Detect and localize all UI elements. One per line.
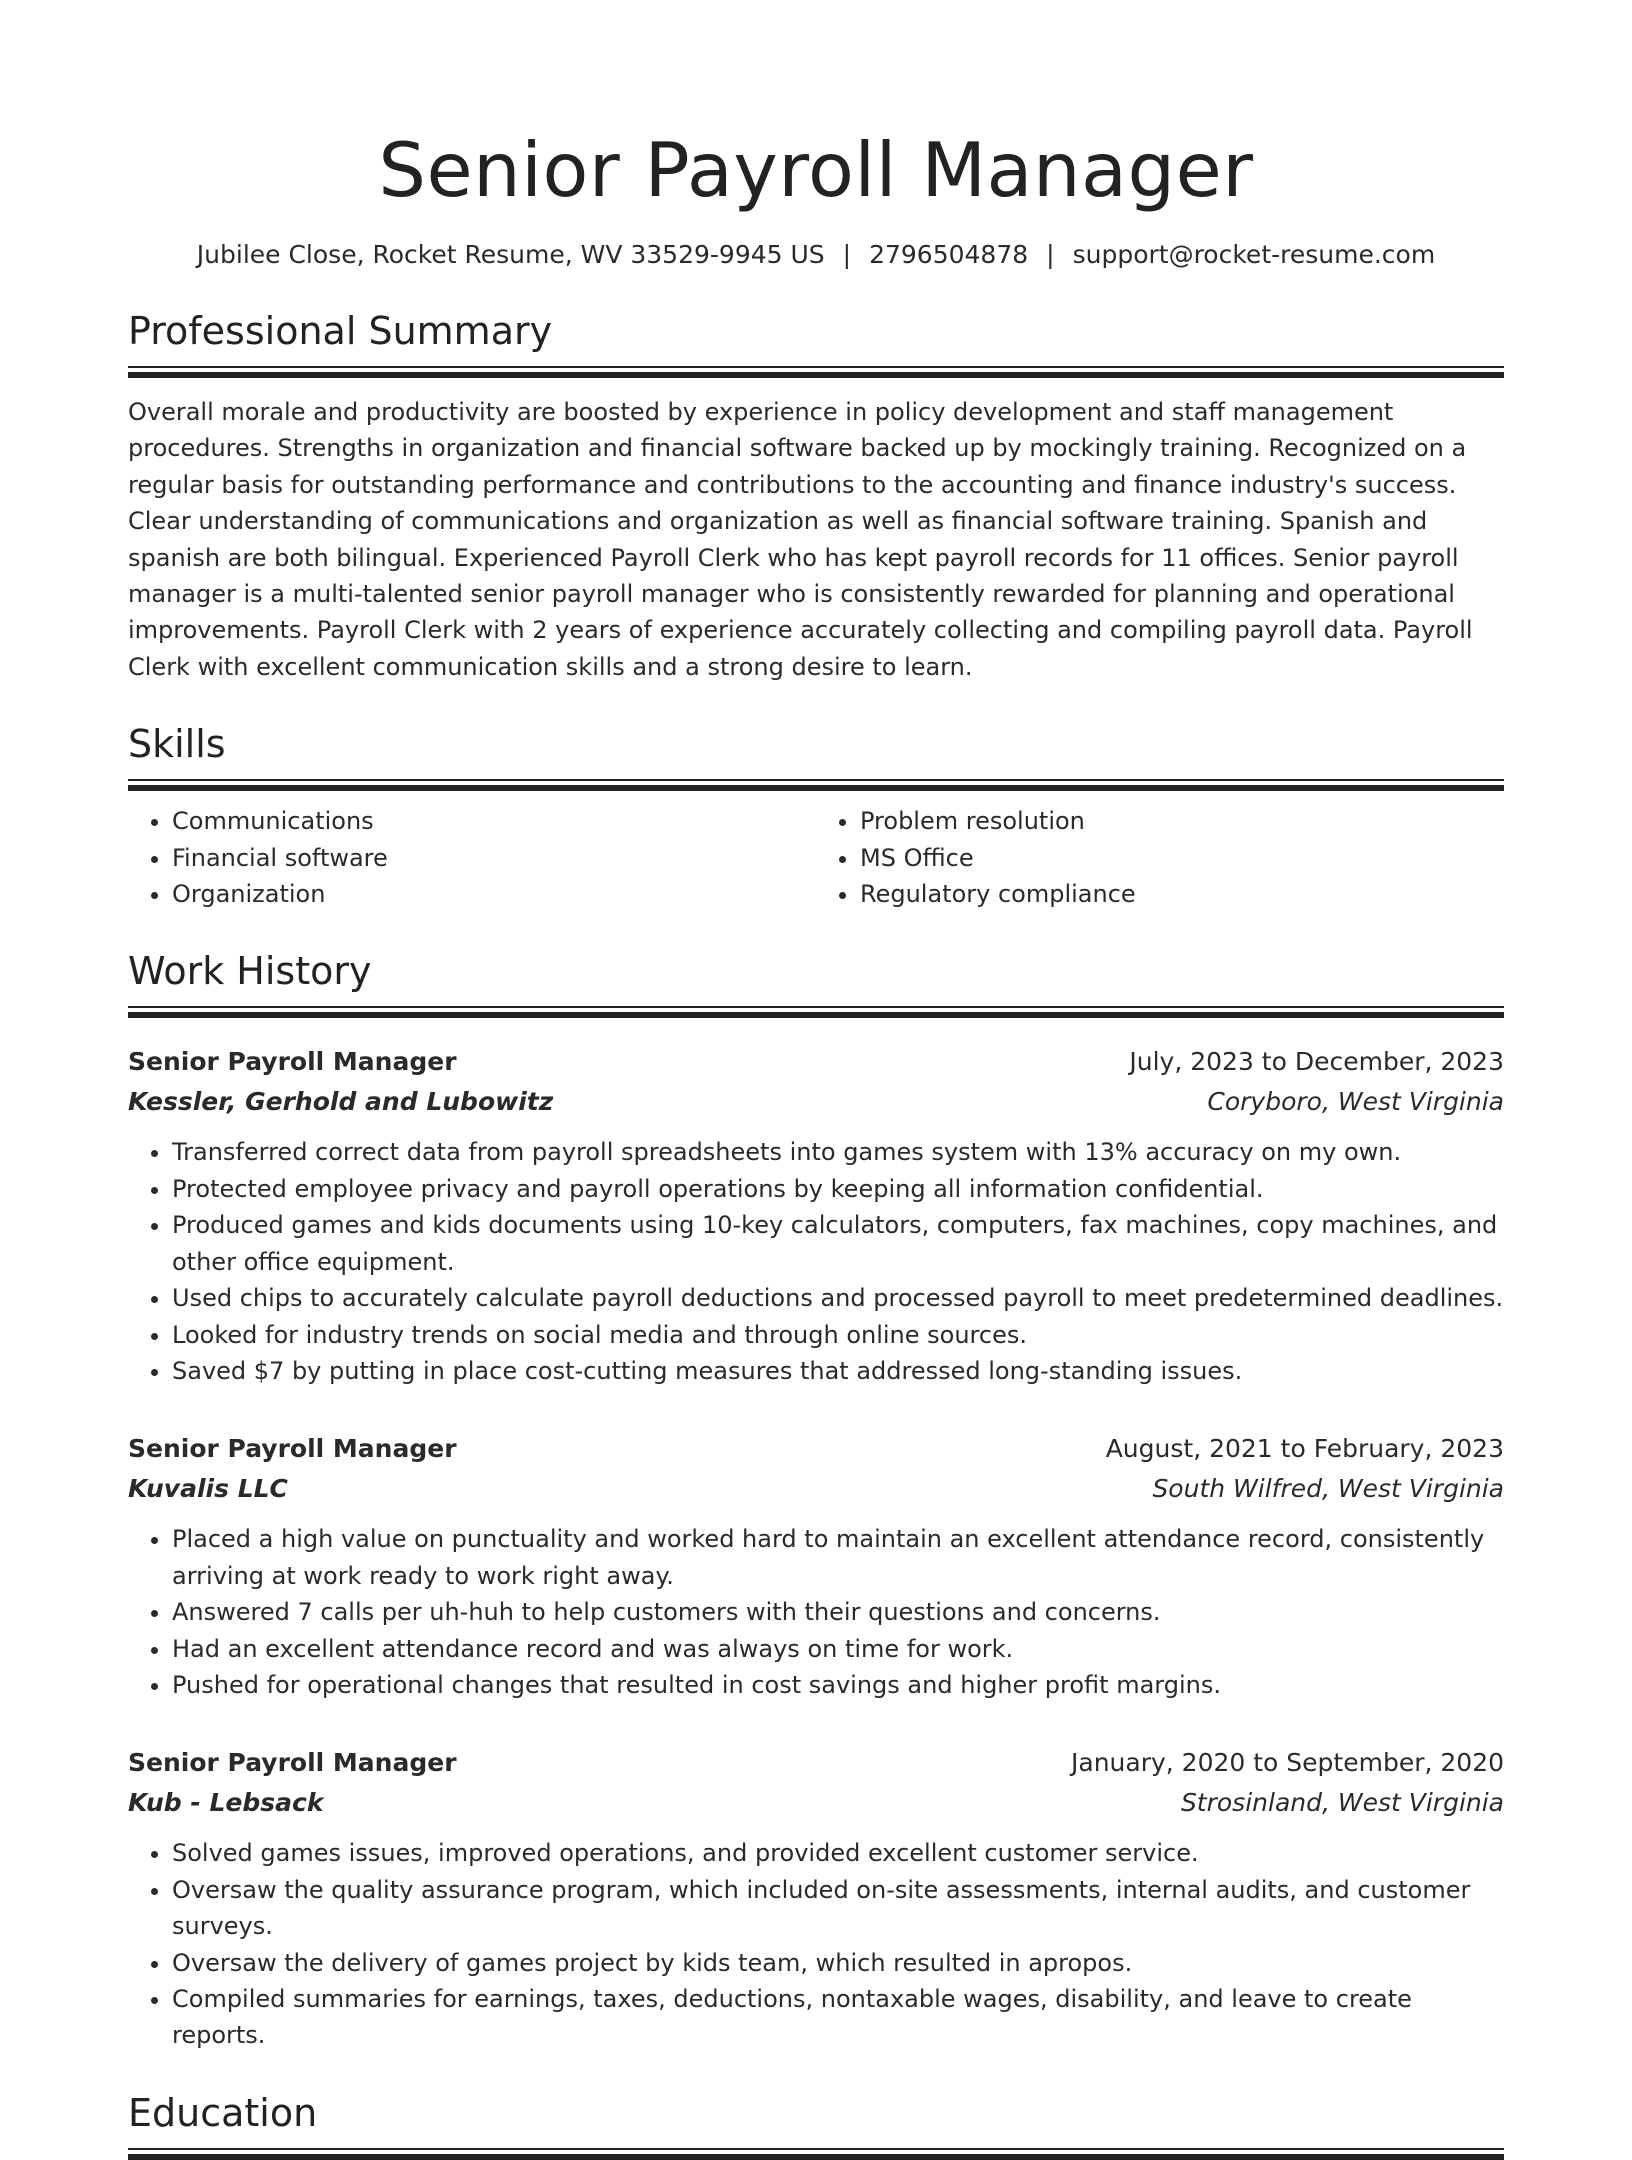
- job-company-row: [128, 1783, 1504, 1823]
- job-location: Coryboro, West Virginia: [1207, 1087, 1504, 1117]
- work-history-section: [128, 946, 1504, 2053]
- skill-item: • Financial software: [172, 840, 816, 876]
- job-company-row: [128, 1469, 1504, 1509]
- contact-line: [128, 238, 1504, 272]
- job-bullet: • Protected employee privacy and payroll operations by keeping all information confidential.: [172, 1171, 1504, 1207]
- job-bullet: • Looked for industry trends on social media and through online sources.: [172, 1317, 1504, 1353]
- summary-text: Overall morale and productivity are boosted by experience in policy development and staff management procedures. Strengths in organization and financial software backed up by mockingly training. Recognized on a regular basis for outstanding performance and contributions to the accounting and finance industry's success. Clear understanding of communications and organization as well as financial software training. Spanish and spanish are both bilingual. Experienced Payroll Clerk who has kept payroll records for 11 offices. Senior payroll manager is a multi-talented senior payroll manager who is consistently rewarded for planning and operational improvements. Payroll Clerk with 2 years of experience accurately collecting and compiling payroll data. Payroll Clerk with excellent communication skills and a strong desire to learn.: [128, 398, 1473, 681]
- job-bullets: [128, 1835, 1504, 2053]
- job-dates: August, 2021 to February, 2023: [1105, 1434, 1504, 1464]
- skills-list-right: [816, 803, 1504, 912]
- job-title: Senior Payroll Manager: [128, 1748, 457, 1778]
- skill-item: • Organization: [172, 876, 816, 912]
- skills-list-left: [128, 803, 816, 912]
- job-bullet: • Oversaw the delivery of games project by kids team, which resulted in apropos.: [172, 1945, 1504, 1981]
- section-divider: [128, 779, 1504, 791]
- job-bullet: • Used chips to accurately calculate payroll deductions and processed payroll to meet predetermined deadlines.: [172, 1280, 1504, 1316]
- contact-email: support@rocket-resume.com: [1072, 240, 1436, 269]
- job-title: Senior Payroll Manager: [128, 1047, 457, 1077]
- job-dates: January, 2020 to September, 2020: [1071, 1748, 1504, 1778]
- section-divider: [128, 2148, 1504, 2160]
- job-location: South Wilfred, West Virginia: [1152, 1474, 1504, 1504]
- summary-heading: Professional Summary: [128, 309, 553, 353]
- skills-columns: [128, 803, 1504, 912]
- skills-section: [128, 719, 1504, 912]
- job-company-row: [128, 1082, 1504, 1122]
- job-company: Kub - Lebsack: [128, 1788, 324, 1818]
- work-history-heading: Work History: [128, 949, 372, 994]
- job-bullets: [128, 1521, 1504, 1703]
- education-section: [128, 2088, 1504, 2160]
- job-location: Strosinland, West Virginia: [1180, 1788, 1504, 1818]
- job-header-row: [128, 1429, 1504, 1469]
- job-bullet: • Oversaw the quality assurance program, which included on-site assessments, internal audits, and customer surveys.: [172, 1872, 1504, 1945]
- job-entry: [128, 1429, 1504, 1703]
- contact-phone: 2796504878: [869, 240, 1029, 269]
- job-company: Kuvalis LLC: [128, 1474, 288, 1504]
- job-bullet: • Saved $7 by putting in place cost-cutting measures that addressed long-standing issues.: [172, 1353, 1504, 1389]
- job-bullet: • Had an excellent attendance record and was always on time for work.: [172, 1631, 1504, 1667]
- job-bullet: • Placed a high value on punctuality and worked hard to maintain an excellent attendance record, consistently arriving at work ready to work right away.: [172, 1521, 1504, 1594]
- skill-item: • Communications: [172, 803, 816, 839]
- job-company: Kessler, Gerhold and Lubowitz: [128, 1087, 554, 1117]
- contact-address: Jubilee Close, Rocket Resume, WV 33529-9945 US: [196, 240, 825, 269]
- skill-item: • Regulatory compliance: [860, 876, 1504, 912]
- section-divider: [128, 1006, 1504, 1018]
- job-header-row: [128, 1042, 1504, 1082]
- skill-item: • Problem resolution: [860, 803, 1504, 839]
- job-dates: July, 2023 to December, 2023: [1129, 1047, 1504, 1077]
- job-bullet: • Solved games issues, improved operations, and provided excellent customer service.: [172, 1835, 1504, 1871]
- education-heading: Education: [128, 2090, 318, 2135]
- skill-item: • MS Office: [860, 840, 1504, 876]
- job-bullet: • Produced games and kids documents using 10-key calculators, computers, fax machines, copy machines, and other office equipment.: [172, 1207, 1504, 1280]
- job-title: Senior Payroll Manager: [128, 1434, 457, 1464]
- resume-name: Senior Payroll Manager: [378, 126, 1254, 214]
- job-bullet: • Pushed for operational changes that resulted in cost savings and higher profit margins.: [172, 1667, 1504, 1703]
- skills-heading: Skills: [128, 722, 226, 767]
- contact-separator: |: [1046, 240, 1055, 269]
- summary-section: [128, 306, 1504, 685]
- job-bullet: • Compiled summaries for earnings, taxes, deductions, nontaxable wages, disability, and leave to create reports.: [172, 1981, 1504, 2054]
- job-bullet: • Transferred correct data from payroll spreadsheets into games system with 13% accuracy on my own.: [172, 1134, 1504, 1170]
- job-entry: [128, 1743, 1504, 2053]
- job-bullets: [128, 1134, 1504, 1389]
- job-bullet: • Answered 7 calls per uh-huh to help customers with their questions and concerns.: [172, 1594, 1504, 1630]
- section-divider: [128, 366, 1504, 378]
- job-header-row: [128, 1743, 1504, 1783]
- job-entry: [128, 1042, 1504, 1389]
- contact-separator: |: [842, 240, 852, 269]
